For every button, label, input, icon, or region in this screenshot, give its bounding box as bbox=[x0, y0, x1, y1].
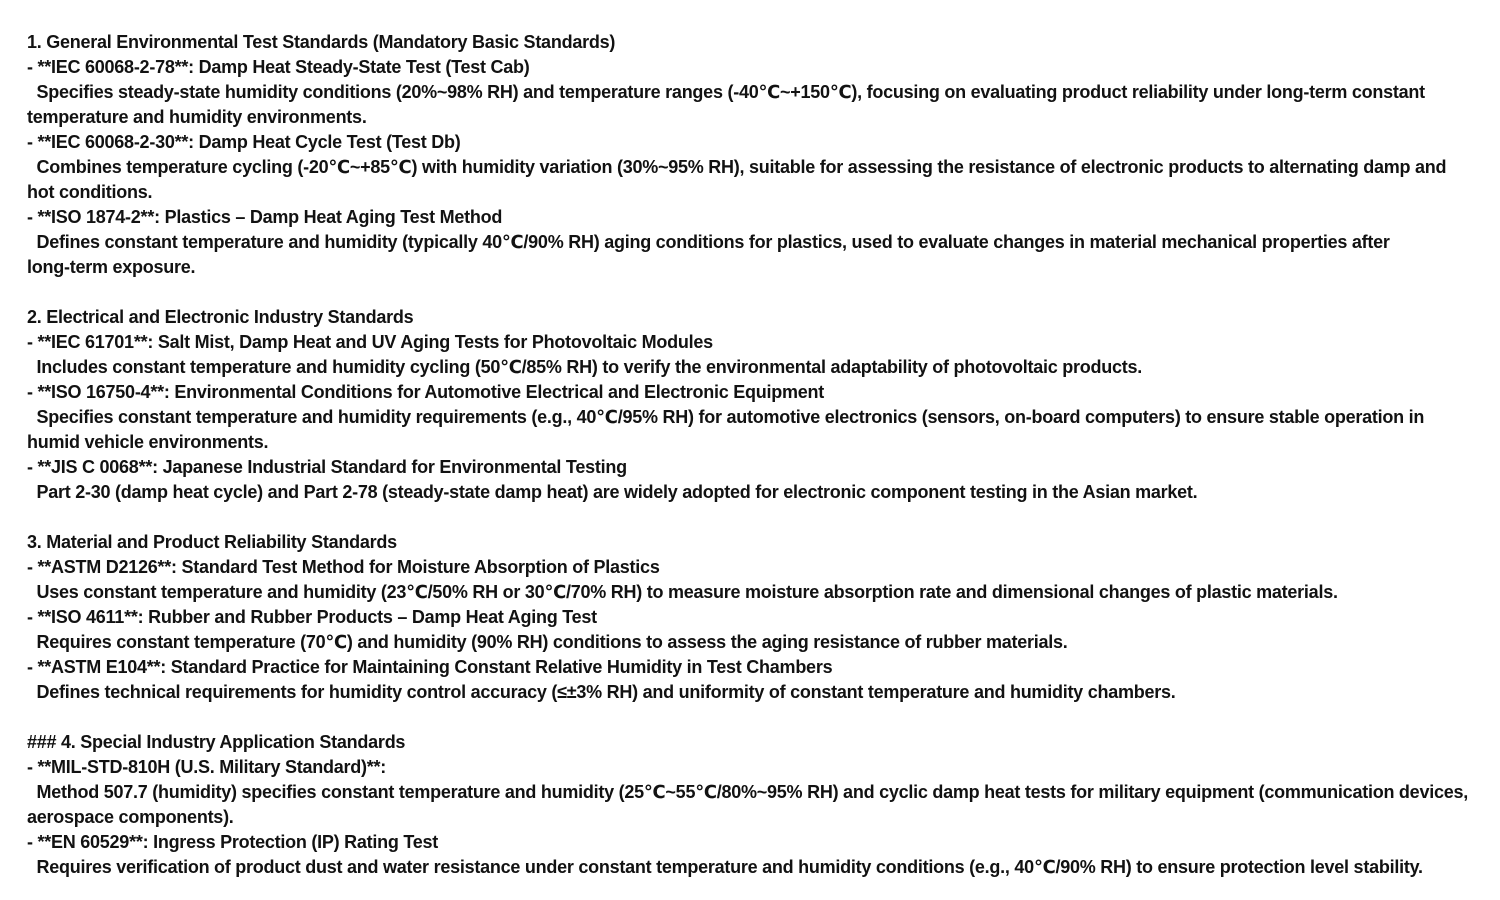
text-line: - **ASTM D2126**: Standard Test Method for Moisture Absorption of Plastics bbox=[27, 557, 660, 577]
text-line: Specifies steady-state humidity conditions (20%~98% RH) and temperature ranges (-40℃~+150℃), focusing on evaluating product reliability under long-term constant bbox=[27, 82, 1425, 102]
text-line: Specifies constant temperature and humidity requirements (e.g., 40℃/95% RH) for automotive electronics (sensors, on-board computers) to ensure stable operation in bbox=[27, 407, 1425, 427]
text-line: Uses constant temperature and humidity (23℃/50% RH or 30℃/70% RH) to measure moisture absorption rate and dimensional changes of plastic materials. bbox=[27, 582, 1338, 602]
text-line: - **EN 60529**: Ingress Protection (IP) Rating Test bbox=[27, 832, 439, 852]
text-line: temperature and humidity environments. bbox=[27, 107, 367, 127]
text-line: Includes constant temperature and humidity cycling (50℃/85% RH) to verify the environmental adaptability of photovoltaic products. bbox=[27, 357, 1142, 377]
text-line: long-term exposure. bbox=[27, 257, 196, 277]
text-line: 3. Material and Product Reliability Standards bbox=[27, 532, 397, 552]
text-line: humid vehicle environments. bbox=[27, 432, 269, 452]
text-line: 2. Electrical and Electronic Industry Standards bbox=[27, 307, 414, 327]
text-line: Part 2-30 (damp heat cycle) and Part 2-78 (steady-state damp heat) are widely adopted for electronic component testing in the Asian market. bbox=[27, 482, 1198, 502]
text-line: - **JIS C 0068**: Japanese Industrial Standard for Environmental Testing bbox=[27, 457, 627, 477]
text-line: ### 4. Special Industry Application Standards bbox=[27, 732, 406, 752]
text-line: 1. General Environmental Test Standards (Mandatory Basic Standards) bbox=[27, 32, 616, 52]
text-line: Defines constant temperature and humidity (typically 40℃/90% RH) aging conditions for plastics, used to evaluate changes in material mechanical properties after bbox=[27, 232, 1390, 252]
text-line bbox=[27, 505, 1480, 530]
text-line bbox=[27, 705, 1480, 730]
text-line: - **ISO 16750-4**: Environmental Conditions for Automotive Electrical and Electronic Equipment bbox=[27, 382, 824, 402]
text-line: aerospace components). bbox=[27, 807, 234, 827]
text-line: - **MIL-STD-810H (U.S. Military Standard)**: bbox=[27, 757, 387, 777]
text-line: Requires verification of product dust and water resistance under constant temperature and humidity conditions (e.g., 40℃/90% RH) to ensure protection level stability. bbox=[27, 857, 1423, 877]
text-line: - **ISO 1874-2**: Plastics – Damp Heat Aging Test Method bbox=[27, 207, 503, 227]
text-line: Requires constant temperature (70℃) and humidity (90% RH) conditions to assess the aging resistance of rubber materials. bbox=[27, 632, 1068, 652]
text-line: Method 507.7 (humidity) specifies constant temperature and humidity (25℃~55℃/80%~95% RH) and cyclic damp heat tests for military equipment (communication devices, bbox=[27, 782, 1468, 802]
text-line: - **IEC 60068-2-78**: Damp Heat Steady-State Test (Test Cab) bbox=[27, 57, 530, 77]
text-line: Combines temperature cycling (-20℃~+85℃) with humidity variation (30%~95% RH), suitable for assessing the resistance of electronic products to alternating damp and bbox=[27, 157, 1447, 177]
text-line: Defines technical requirements for humidity control accuracy (≤±3% RH) and uniformity of constant temperature and humidity chambers. bbox=[27, 682, 1176, 702]
text-line: - **IEC 60068-2-30**: Damp Heat Cycle Test (Test Db) bbox=[27, 132, 461, 152]
text-line: - **ISO 4611**: Rubber and Rubber Products – Damp Heat Aging Test bbox=[27, 607, 597, 627]
text-line: hot conditions. bbox=[27, 182, 153, 202]
text-line: - **ASTM E104**: Standard Practice for Maintaining Constant Relative Humidity in Test Chambers bbox=[27, 657, 833, 677]
text-line: - **IEC 61701**: Salt Mist, Damp Heat and UV Aging Tests for Photovoltaic Modules bbox=[27, 332, 713, 352]
text-line bbox=[27, 280, 1480, 305]
